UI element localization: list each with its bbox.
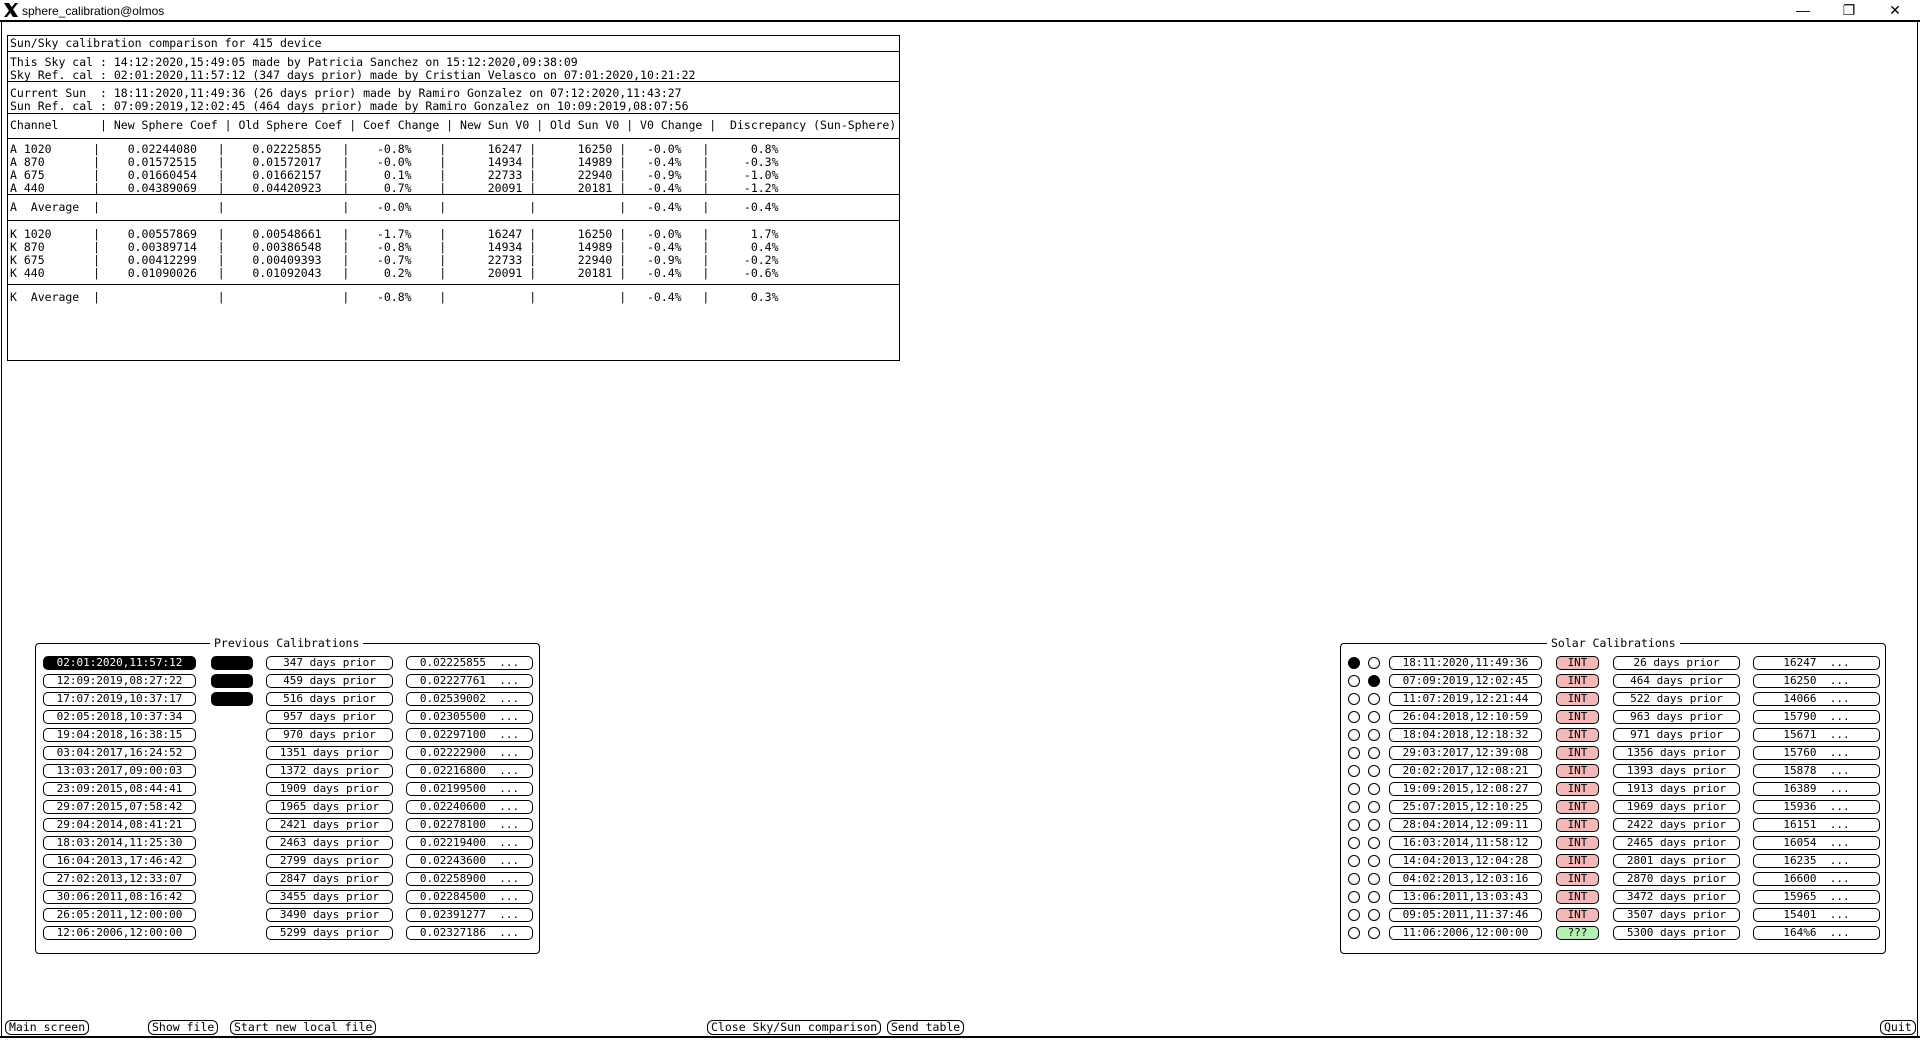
solar-current-radio[interactable] [1348,711,1360,723]
solar-cal-date[interactable]: 16:03:2014,11:58:12 [1389,836,1542,850]
solar-cal-v0[interactable]: 15671 ... [1753,728,1880,742]
solar-cal-date[interactable]: 25:07:2015,12:10:25 [1389,800,1542,814]
previous-cal-marker[interactable] [211,674,253,688]
solar-current-radio[interactable] [1348,837,1360,849]
previous-cal-date[interactable]: 02:01:2020,11:57:12 [43,656,196,670]
solar-cal-v0[interactable]: 16235 ... [1753,854,1880,868]
solar-cal-date[interactable]: 04:02:2013,12:03:16 [1389,872,1542,886]
quit-button[interactable]: Quit [1880,1020,1916,1035]
x-logo-icon [3,2,19,18]
previous-cal-marker[interactable] [211,692,253,706]
minimize-icon: — [1796,2,1810,18]
previous-cal-coef[interactable]: 0.02199500 ... [406,782,533,796]
solar-reference-radio[interactable] [1368,675,1380,687]
solar-cal-prior: 2870 days prior [1613,872,1740,886]
solar-cal-tag[interactable]: INT [1556,836,1599,850]
previous-cal-date[interactable]: 03:04:2017,16:24:52 [43,746,196,760]
solar-cal-tag[interactable]: INT [1556,890,1599,904]
solar-cal-tag[interactable]: INT [1556,782,1599,796]
solar-reference-radio[interactable] [1368,927,1380,939]
solar-cal-tag[interactable]: INT [1556,656,1599,670]
solar-cal-tag[interactable]: INT [1556,908,1599,922]
a-average-section [8,194,899,221]
solar-cal-v0[interactable]: 15790 ... [1753,710,1880,724]
k-rows-section [8,220,899,285]
previous-cal-coef[interactable]: 0.02258900 ... [406,872,533,886]
previous-cal-date[interactable]: 16:04:2013,17:46:42 [43,854,196,868]
solar-reference-radio[interactable] [1368,855,1380,867]
solar-cal-v0[interactable]: 16151 ... [1753,818,1880,832]
previous-cal-date[interactable]: 18:03:2014,11:25:30 [43,836,196,850]
minimize-button[interactable] [1780,0,1826,20]
solar-reference-radio[interactable] [1368,729,1380,741]
solar-cal-date[interactable]: 28:04:2014,12:09:11 [1389,818,1542,832]
close-button[interactable] [1872,0,1918,20]
solar-cal-prior: 26 days prior [1613,656,1740,670]
previous-cal-coef[interactable]: 0.02278100 ... [406,818,533,832]
solar-reference-radio[interactable] [1368,837,1380,849]
solar-cal-prior: 1356 days prior [1613,746,1740,760]
previous-cal-prior: 2421 days prior [266,818,393,832]
solar-cal-prior: 2801 days prior [1613,854,1740,868]
solar-cal-v0[interactable]: 15936 ... [1753,800,1880,814]
previous-cal-prior: 3490 days prior [266,908,393,922]
previous-cal-date[interactable]: 12:09:2019,08:27:22 [43,674,196,688]
solar-cal-tag[interactable]: INT [1556,710,1599,724]
solar-cal-v0[interactable]: 14066 ... [1753,692,1880,706]
window-title: sphere_calibration@olmos [22,4,165,18]
solar-current-radio[interactable] [1348,927,1360,939]
table-header: Channel | New Sphere Coef | Old Sphere Coef | Coef Change | New Sun V0 | Old Sun V0 | V0 Change | Discrepancy (Sun-Sphere) [10,118,897,132]
sun-ref-line: Sun Ref. cal : 07:09:2019,12:02:45 (464 days prior) made by Ramiro Gonzalez on 10:09:2019,08:07:56 [10,99,689,113]
previous-cal-prior: 516 days prior [266,692,393,706]
solar-cal-prior: 1913 days prior [1613,782,1740,796]
solar-cal-date[interactable]: 14:04:2013,12:04:28 [1389,854,1542,868]
previous-cal-coef[interactable]: 0.02391277 ... [406,908,533,922]
previous-cal-prior: 2463 days prior [266,836,393,850]
previous-cal-coef[interactable]: 0.02227761 ... [406,674,533,688]
solar-cal-date[interactable]: 07:09:2019,12:02:45 [1389,674,1542,688]
sky-ref-line: Sky Ref. cal : 02:01:2020,11:57:12 (347 days prior) made by Cristian Velasco on 07:01:2020,10:21:22 [10,68,696,82]
solar-current-radio[interactable] [1348,729,1360,741]
solar-cal-date[interactable]: 18:11:2020,11:49:36 [1389,656,1542,670]
solar-current-radio[interactable] [1348,873,1360,885]
previous-cal-coef[interactable]: 0.02219400 ... [406,836,533,850]
previous-cal-date[interactable]: 19:04:2018,16:38:15 [43,728,196,742]
close-icon: ✕ [1889,1,1901,18]
solar-cal-prior: 522 days prior [1613,692,1740,706]
previous-cal-coef[interactable]: 0.02222900 ... [406,746,533,760]
solar-cal-date[interactable]: 29:03:2017,12:39:08 [1389,746,1542,760]
current-sun-line: Current Sun : 18:11:2020,11:49:36 (26 days prior) made by Ramiro Gonzalez on 07:12:2020,11:43:27 [10,86,682,100]
solar-cal-tag[interactable]: INT [1556,854,1599,868]
restore-button[interactable] [1826,0,1872,20]
solar-cal-v0[interactable]: 16389 ... [1753,782,1880,796]
main-screen-button[interactable]: Main screen [5,1020,89,1035]
restore-icon: ❐ [1842,1,1856,18]
sky-cal-section [8,51,899,82]
solar-cal-prior: 971 days prior [1613,728,1740,742]
solar-reference-radio[interactable] [1368,747,1380,759]
window-titlebar [0,0,1920,22]
previous-cal-prior: 1965 days prior [266,800,393,814]
previous-cal-prior: 1351 days prior [266,746,393,760]
previous-cal-prior: 459 days prior [266,674,393,688]
previous-cal-date[interactable]: 02:05:2018,10:37:34 [43,710,196,724]
solar-cal-prior: 5300 days prior [1613,926,1740,940]
solar-cal-date[interactable]: 09:05:2011,11:37:46 [1389,908,1542,922]
table-row: A 440 | 0.04389069 | 0.04420923 | 0.7% | 20091 | 20181 | -0.4% | -1.2% [10,181,779,195]
table-row: A 1020 | 0.02244080 | 0.02225855 | -0.8% | 16247 | 16250 | -0.0% | 0.8% [10,142,779,156]
previous-cal-prior: 2799 days prior [266,854,393,868]
previous-cal-coef[interactable]: 0.02216800 ... [406,764,533,778]
solar-cal-prior: 2465 days prior [1613,836,1740,850]
solar-cal-tag[interactable]: ??? [1556,926,1599,940]
previous-cal-prior: 957 days prior [266,710,393,724]
solar-current-radio[interactable] [1348,783,1360,795]
solar-current-radio[interactable] [1348,747,1360,759]
a-average-row: A Average | | | -0.0% | | | -0.4% | -0.4% [10,200,779,214]
solar-cal-v0[interactable]: 15878 ... [1753,764,1880,778]
table-row: K 870 | 0.00389714 | 0.00386548 | -0.8% | 14934 | 14989 | -0.4% | 0.4% [10,240,779,254]
previous-cal-prior: 347 days prior [266,656,393,670]
solar-cal-tag[interactable]: INT [1556,872,1599,886]
previous-cal-marker[interactable] [211,656,253,670]
solar-cal-tag[interactable]: INT [1556,728,1599,742]
solar-reference-radio[interactable] [1368,891,1380,903]
solar-current-radio[interactable] [1348,855,1360,867]
solar-cal-prior: 1969 days prior [1613,800,1740,814]
previous-cal-date[interactable]: 17:07:2019,10:37:17 [43,692,196,706]
comparison-heading: Sun/Sky calibration comparison for 415 device [10,36,322,50]
solar-cal-prior: 963 days prior [1613,710,1740,724]
a-rows-section [8,138,899,195]
solar-cal-prior: 464 days prior [1613,674,1740,688]
previous-cal-date[interactable]: 29:07:2015,07:58:42 [43,800,196,814]
window-left-border [1,22,2,1036]
solar-cal-v0[interactable]: 15760 ... [1753,746,1880,760]
solar-cal-tag[interactable]: INT [1556,800,1599,814]
previous-calibrations-title: Previous Calibrations [210,636,363,650]
solar-current-radio[interactable] [1348,891,1360,903]
previous-cal-date[interactable]: 12:06:2006,12:00:00 [43,926,196,940]
solar-current-radio[interactable] [1348,693,1360,705]
previous-cal-coef[interactable]: 0.02243600 ... [406,854,533,868]
solar-cal-date[interactable]: 18:04:2018,12:18:32 [1389,728,1542,742]
solar-cal-date[interactable]: 26:04:2018,12:10:59 [1389,710,1542,724]
solar-cal-tag[interactable]: INT [1556,746,1599,760]
table-row: K 675 | 0.00412299 | 0.00409393 | -0.7% | 22733 | 22940 | -0.9% | -0.2% [10,253,779,267]
solar-cal-v0[interactable]: 16054 ... [1753,836,1880,850]
table-row: K 1020 | 0.00557869 | 0.00548661 | -1.7% | 16247 | 16250 | -0.0% | 1.7% [10,227,779,241]
send-table-button[interactable]: Send table [887,1020,964,1035]
previous-cal-date[interactable]: 13:03:2017,09:00:03 [43,764,196,778]
solar-cal-tag[interactable]: INT [1556,692,1599,706]
previous-cal-prior: 1372 days prior [266,764,393,778]
solar-cal-v0[interactable]: 164%6 ... [1753,926,1880,940]
sun-cal-section [8,81,899,114]
previous-cal-date[interactable]: 27:02:2013,12:33:07 [43,872,196,886]
window-bottom-border [0,1036,1920,1038]
table-row: A 870 | 0.01572515 | 0.01572017 | -0.0% | 14934 | 14989 | -0.4% | -0.3% [10,155,779,169]
solar-calibrations-title: Solar Calibrations [1547,636,1680,650]
solar-reference-radio[interactable] [1368,819,1380,831]
solar-reference-radio[interactable] [1368,909,1380,921]
solar-cal-date[interactable]: 11:07:2019,12:21:44 [1389,692,1542,706]
solar-current-radio[interactable] [1348,801,1360,813]
solar-cal-tag[interactable]: INT [1556,674,1599,688]
solar-reference-radio[interactable] [1368,783,1380,795]
previous-cal-prior: 2847 days prior [266,872,393,886]
solar-reference-radio[interactable] [1368,801,1380,813]
solar-cal-v0[interactable]: 16600 ... [1753,872,1880,886]
previous-cal-coef[interactable]: 0.02297100 ... [406,728,533,742]
previous-cal-coef[interactable]: 0.02327186 ... [406,926,533,940]
table-row: A 675 | 0.01660454 | 0.01662157 | 0.1% | 22733 | 22940 | -0.9% | -1.0% [10,168,779,182]
show-file-button[interactable]: Show file [148,1020,218,1035]
previous-cal-coef[interactable]: 0.02305500 ... [406,710,533,724]
previous-cal-date[interactable]: 26:05:2011,12:00:00 [43,908,196,922]
previous-cal-date[interactable]: 23:09:2015,08:44:41 [43,782,196,796]
previous-cal-prior: 1909 days prior [266,782,393,796]
previous-cal-date[interactable]: 30:06:2011,08:16:42 [43,890,196,904]
start-new-local-file-button[interactable]: Start new local file [230,1020,376,1035]
sky-cal-line: This Sky cal : 14:12:2020,15:49:05 made by Patricia Sanchez on 15:12:2020,09:38:09 [10,55,578,69]
previous-cal-prior: 3455 days prior [266,890,393,904]
previous-cal-coef[interactable]: 0.02225855 ... [406,656,533,670]
solar-current-radio[interactable] [1348,819,1360,831]
table-header-section [8,113,899,139]
solar-cal-v0[interactable]: 16250 ... [1753,674,1880,688]
solar-current-radio[interactable] [1348,909,1360,921]
previous-cal-date[interactable]: 29:04:2014,08:41:21 [43,818,196,832]
k-average-row: K Average | | | -0.8% | | | -0.4% | 0.3% [10,290,779,304]
close-comparison-button[interactable]: Close Sky/Sun comparison [707,1020,881,1035]
solar-reference-radio[interactable] [1368,765,1380,777]
previous-cal-coef[interactable]: 0.02539002 ... [406,692,533,706]
solar-current-radio[interactable] [1348,657,1360,669]
solar-cal-v0[interactable]: 15965 ... [1753,890,1880,904]
comparison-panel [7,35,900,361]
solar-reference-radio[interactable] [1368,873,1380,885]
solar-cal-prior: 3507 days prior [1613,908,1740,922]
k-average-section [8,284,899,361]
solar-cal-date[interactable]: 13:06:2011,13:03:43 [1389,890,1542,904]
solar-reference-radio[interactable] [1368,693,1380,705]
solar-cal-tag[interactable]: INT [1556,764,1599,778]
window-right-border [1917,22,1918,1036]
solar-current-radio[interactable] [1348,765,1360,777]
table-row: K 440 | 0.01090026 | 0.01092043 | 0.2% | 20091 | 20181 | -0.4% | -0.6% [10,266,779,280]
solar-cal-tag[interactable]: INT [1556,818,1599,832]
solar-cal-date[interactable]: 11:06:2006,12:00:00 [1389,926,1542,940]
solar-cal-prior: 1393 days prior [1613,764,1740,778]
solar-cal-v0[interactable]: 15401 ... [1753,908,1880,922]
previous-cal-coef[interactable]: 0.02240600 ... [406,800,533,814]
solar-current-radio[interactable] [1348,675,1360,687]
solar-cal-date[interactable]: 20:02:2017,12:08:21 [1389,764,1542,778]
solar-cal-prior: 3472 days prior [1613,890,1740,904]
previous-cal-prior: 5299 days prior [266,926,393,940]
previous-cal-prior: 970 days prior [266,728,393,742]
previous-cal-coef[interactable]: 0.02284500 ... [406,890,533,904]
solar-cal-v0[interactable]: 16247 ... [1753,656,1880,670]
solar-reference-radio[interactable] [1368,711,1380,723]
solar-reference-radio[interactable] [1368,657,1380,669]
solar-cal-prior: 2422 days prior [1613,818,1740,832]
solar-cal-date[interactable]: 19:09:2015,12:08:27 [1389,782,1542,796]
